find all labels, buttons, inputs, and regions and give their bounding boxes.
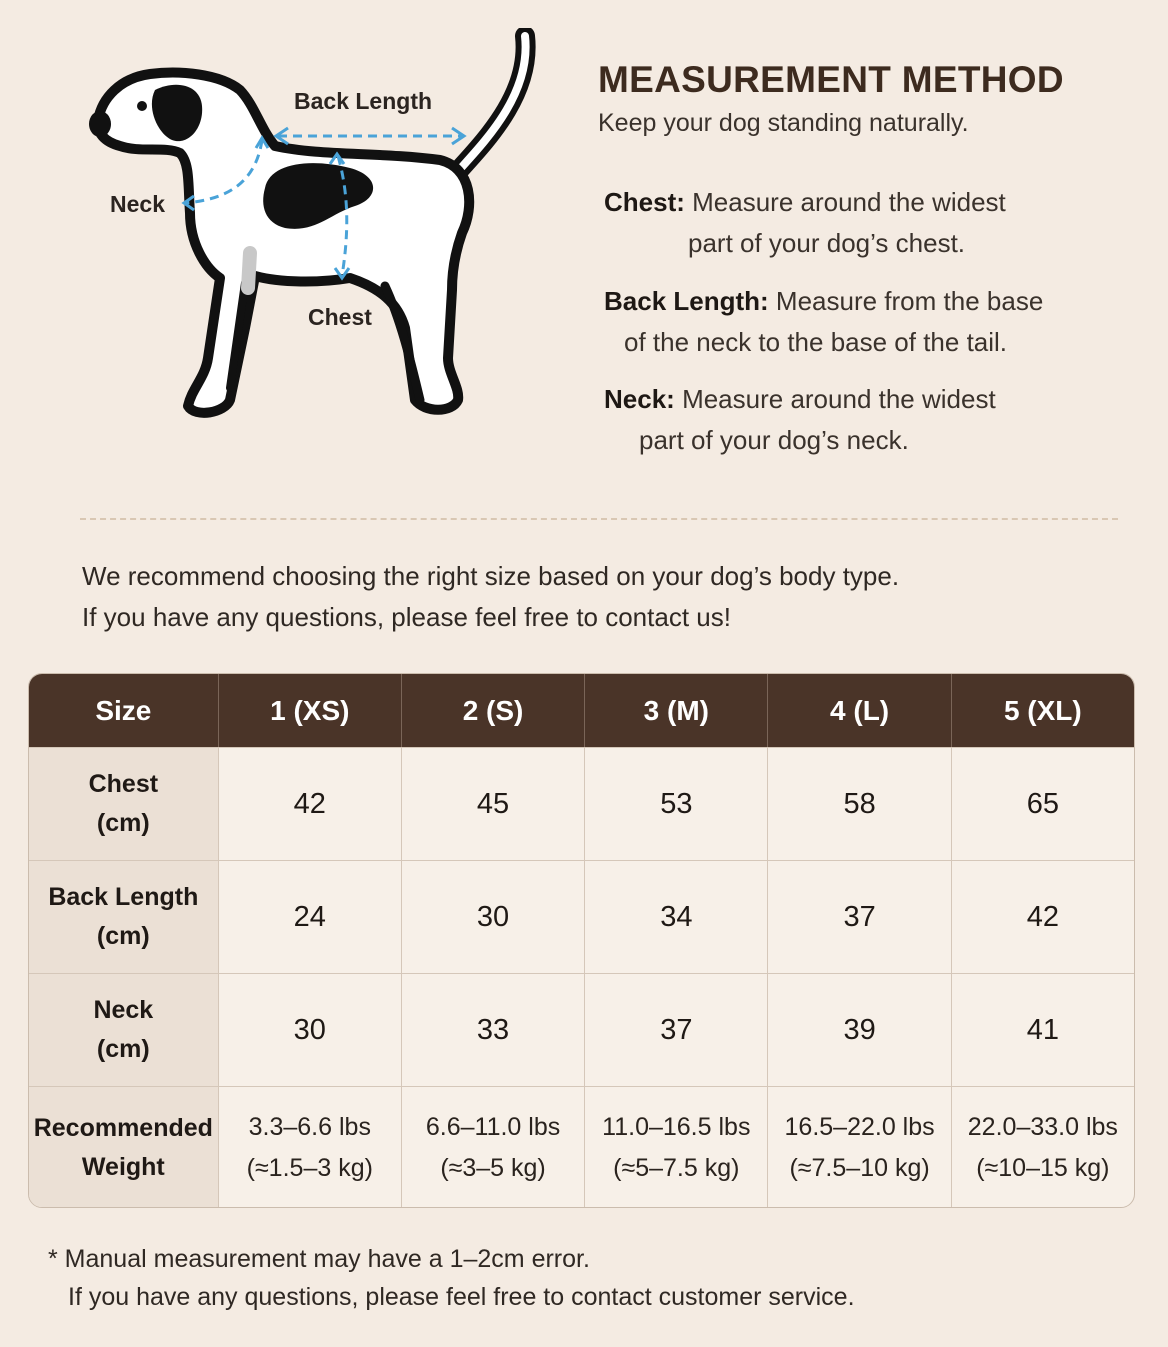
table-cell: 41 — [951, 974, 1134, 1086]
instruction-term: Back Length: — [604, 286, 769, 316]
recommendation-line-2: If you have any questions, please feel free to contact us! — [82, 602, 731, 632]
table-header-row — [29, 674, 1134, 747]
header-xs: 1 (XS) — [218, 674, 401, 747]
measurement-method — [598, 58, 1138, 138]
weight-lbs: 6.6–11.0 lbs — [425, 1112, 561, 1141]
table-cell: 42 — [951, 861, 1134, 973]
table-cell — [951, 1087, 1134, 1208]
instruction-text-2: part of your dog’s neck. — [639, 425, 909, 455]
row-label-main: Neck — [93, 996, 154, 1024]
table-cell — [584, 1087, 767, 1208]
table-row-neck — [29, 973, 1134, 1086]
row-label-sub: Weight — [81, 1152, 165, 1181]
table-cell — [401, 1087, 584, 1208]
weight-kg: (≈1.5–3 kg) — [246, 1153, 373, 1182]
footnote — [48, 1240, 855, 1316]
instruction-term: Neck: — [604, 384, 675, 414]
recommendation-text — [82, 556, 899, 638]
table-cell: 34 — [584, 861, 767, 973]
table-row-chest — [29, 747, 1134, 860]
table-row-weight — [29, 1086, 1134, 1208]
recommendation-line-1: We recommend choosing the right size based on your dog’s body type. — [82, 561, 900, 591]
weight-lbs: 22.0–33.0 lbs — [967, 1112, 1118, 1141]
weight-lbs: 16.5–22.0 lbs — [784, 1112, 935, 1141]
row-label-unit: (cm) — [96, 809, 150, 837]
table-row-back-length — [29, 860, 1134, 973]
row-label-main: Recommended — [33, 1113, 213, 1142]
header-m: 3 (M) — [584, 674, 767, 747]
method-title: MEASUREMENT METHOD — [598, 59, 1064, 100]
weight-lbs: 11.0–16.5 lbs — [602, 1112, 751, 1141]
table-cell: 24 — [218, 861, 401, 973]
instruction-chest — [604, 182, 1006, 264]
table-cell: 53 — [584, 748, 767, 860]
table-cell: 37 — [584, 974, 767, 1086]
table-cell — [218, 1087, 401, 1208]
row-label — [29, 748, 218, 860]
row-label-main: Chest — [88, 770, 159, 798]
row-label — [29, 861, 218, 973]
instruction-text: Measure around the widest — [692, 187, 1006, 217]
row-label-unit: (cm) — [96, 922, 150, 950]
table-cell: 42 — [218, 748, 401, 860]
table-cell — [767, 1087, 950, 1208]
instruction-term: Chest: — [604, 187, 685, 217]
back-length-label: Back Length — [294, 88, 433, 114]
row-label-main: Back Length — [48, 883, 199, 911]
weight-lbs: 3.3–6.6 lbs — [248, 1112, 371, 1141]
table-cell: 30 — [401, 861, 584, 973]
header-s: 2 (S) — [401, 674, 584, 747]
instruction-text-2: of the neck to the base of the tail. — [624, 327, 1008, 357]
section-divider — [80, 518, 1118, 520]
weight-kg: (≈7.5–10 kg) — [789, 1153, 930, 1182]
footnote-line-1: * Manual measurement may have a 1–2cm error. — [48, 1245, 590, 1273]
row-label — [29, 974, 218, 1086]
method-subtitle: Keep your dog standing naturally. — [598, 109, 969, 137]
table-cell: 45 — [401, 748, 584, 860]
row-label-unit: (cm) — [96, 1035, 150, 1063]
table-cell: 65 — [951, 748, 1134, 860]
instruction-text: Measure around the widest — [682, 384, 996, 414]
header-xl: 5 (XL) — [951, 674, 1134, 747]
instruction-back-length — [604, 281, 1043, 363]
table-cell: 30 — [218, 974, 401, 1086]
row-label — [29, 1087, 218, 1208]
table-cell: 37 — [767, 861, 950, 973]
table-cell: 58 — [767, 748, 950, 860]
dog-illustration — [80, 28, 560, 428]
footnote-line-2: If you have any questions, please feel free to contact customer service. — [68, 1283, 855, 1311]
table-cell: 33 — [401, 974, 584, 1086]
instruction-text-2: part of your dog’s chest. — [688, 228, 966, 258]
header-size: Size — [95, 694, 152, 726]
weight-kg: (≈3–5 kg) — [440, 1153, 546, 1182]
weight-kg: (≈5–7.5 kg) — [613, 1153, 740, 1182]
instruction-text: Measure from the base — [775, 286, 1044, 316]
chest-label: Chest — [308, 304, 372, 330]
header-l: 4 (L) — [767, 674, 950, 747]
table-cell: 39 — [767, 974, 950, 1086]
size-chart-table — [28, 673, 1135, 1208]
weight-kg: (≈10–15 kg) — [976, 1153, 1110, 1182]
neck-label: Neck — [110, 191, 165, 217]
instruction-neck — [604, 379, 996, 461]
